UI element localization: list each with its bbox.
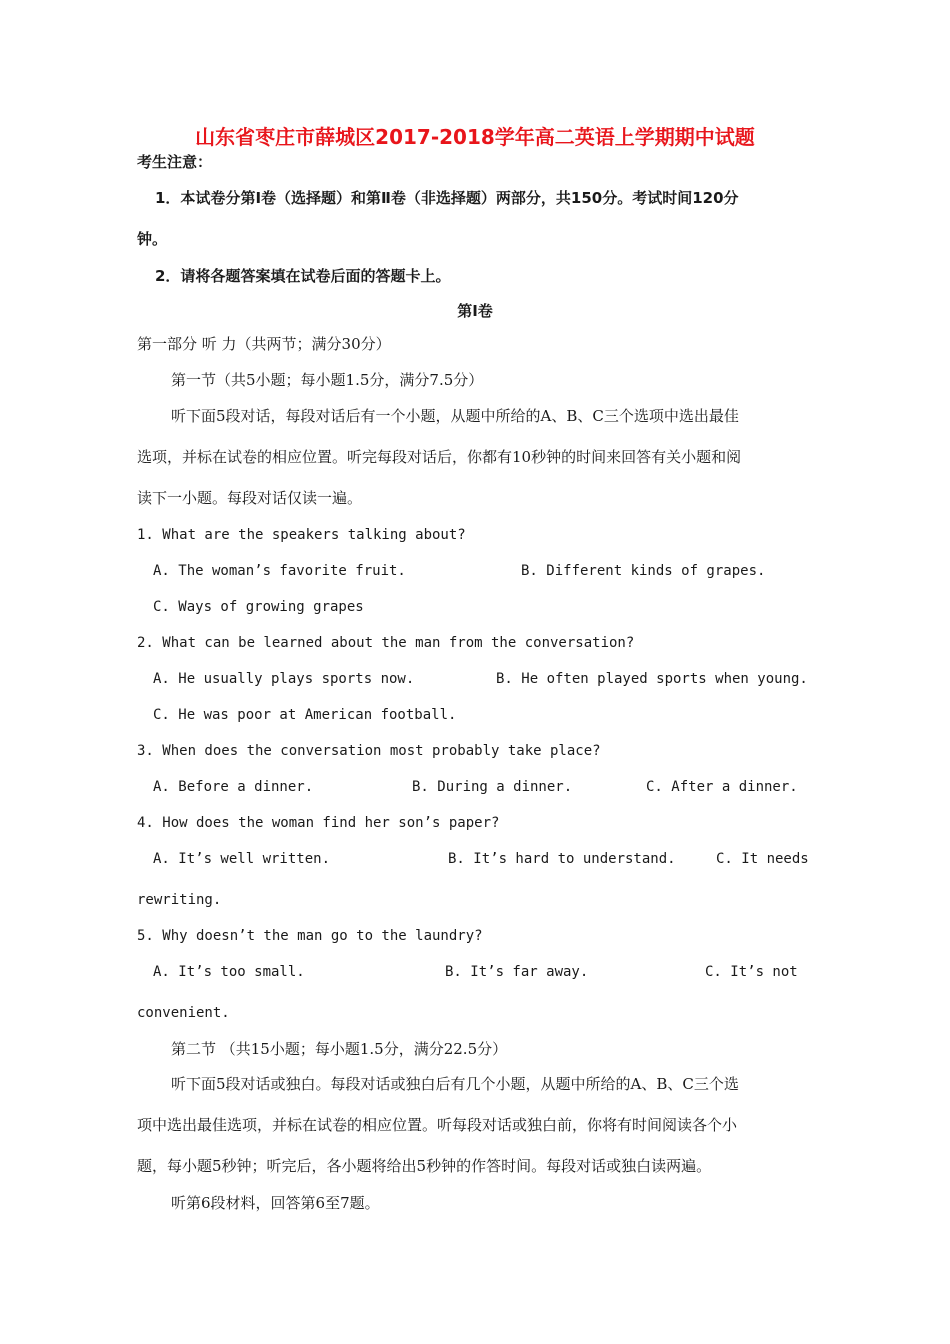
option-b: B. It’s hard to understand. (448, 851, 676, 867)
option-c-cont: convenient. (137, 1005, 230, 1021)
section2-instruction-line: 题，每小题5秒钟；听完后，各小题将给出5秒钟的作答时间。每段对话或独白读两遍。 (137, 1157, 712, 1175)
section2-instruction-line: 项中选出最佳选项，并标在试卷的相应位置。听每段对话或独白前，你将有时间阅读各个小 (137, 1116, 738, 1134)
section1-instruction-line: 读下一小题。每段对话仅读一遍。 (137, 489, 363, 507)
page-title: 山东省枣庄市薛城区2017-2018学年高二英语上学期期中试题 (195, 125, 755, 149)
option-c-cont: rewriting. (137, 892, 222, 908)
option-c: C. After a dinner. (646, 779, 798, 795)
option-c: C. It’s not (705, 964, 798, 980)
option-b: B. He often played sports when young. (496, 671, 808, 687)
question-stem: 2. What can be learned about the man from the conversation? (137, 635, 635, 651)
section1-instruction-line: 选项，并标在试卷的相应位置。听完每段对话后，你都有10秒钟的时间来回答有关小题和阅 (137, 448, 742, 466)
part1-heading: 第一部分 听 力（共两节；满分30分） (137, 335, 391, 353)
question-stem: 1. What are the speakers talking about? (137, 527, 466, 543)
option-b: B. It’s far away. (445, 964, 589, 980)
volume-heading: 第Ⅰ卷 (457, 302, 493, 320)
notice-heading: 考生注意： (137, 153, 213, 171)
option-c: C. Ways of growing grapes (153, 599, 364, 615)
section1-heading: 第一节（共5小题；每小题1.5分，满分7.5分） (171, 371, 484, 389)
section2-heading: 第二节 （共15小题；每小题1.5分，满分22.5分） (171, 1040, 508, 1058)
option-c: C. He was poor at American football. (153, 707, 457, 723)
option-a: A. The woman’s favorite fruit. (153, 563, 406, 579)
option-b: B. Different kinds of grapes. (521, 563, 766, 579)
option-a: A. It’s too small. (153, 964, 305, 980)
question-stem: 3. When does the conversation most probably take place? (137, 743, 601, 759)
notice-item-2: 2．请将各题答案填在试卷后面的答题卡上。 (155, 267, 451, 285)
question-stem: 4. How does the woman find her son’s paper? (137, 815, 500, 831)
material-note: 听第6段材料，回答第6至7题。 (171, 1194, 380, 1212)
question-stem: 5. Why doesn’t the man go to the laundry? (137, 928, 483, 944)
section2-instruction-line: 听下面5段对话或独白。每段对话或独白后有几个小题，从题中所给的A、B、C三个选 (171, 1075, 739, 1093)
option-a: A. He usually plays sports now. (153, 671, 415, 687)
option-a: A. It’s well written. (153, 851, 331, 867)
option-b: B. During a dinner. (412, 779, 573, 795)
section1-instruction-line: 听下面5段对话，每段对话后有一个小题，从题中所给的A、B、C三个选项中选出最佳 (171, 407, 739, 425)
option-a: A. Before a dinner. (153, 779, 314, 795)
notice-item-1-cont: 钟。 (137, 230, 168, 248)
notice-item-1: 1．本试卷分第Ⅰ卷（选择题）和第Ⅱ卷（非选择题）两部分，共150分。考试时间120分 (155, 189, 739, 207)
option-c: C. It needs (716, 851, 809, 867)
